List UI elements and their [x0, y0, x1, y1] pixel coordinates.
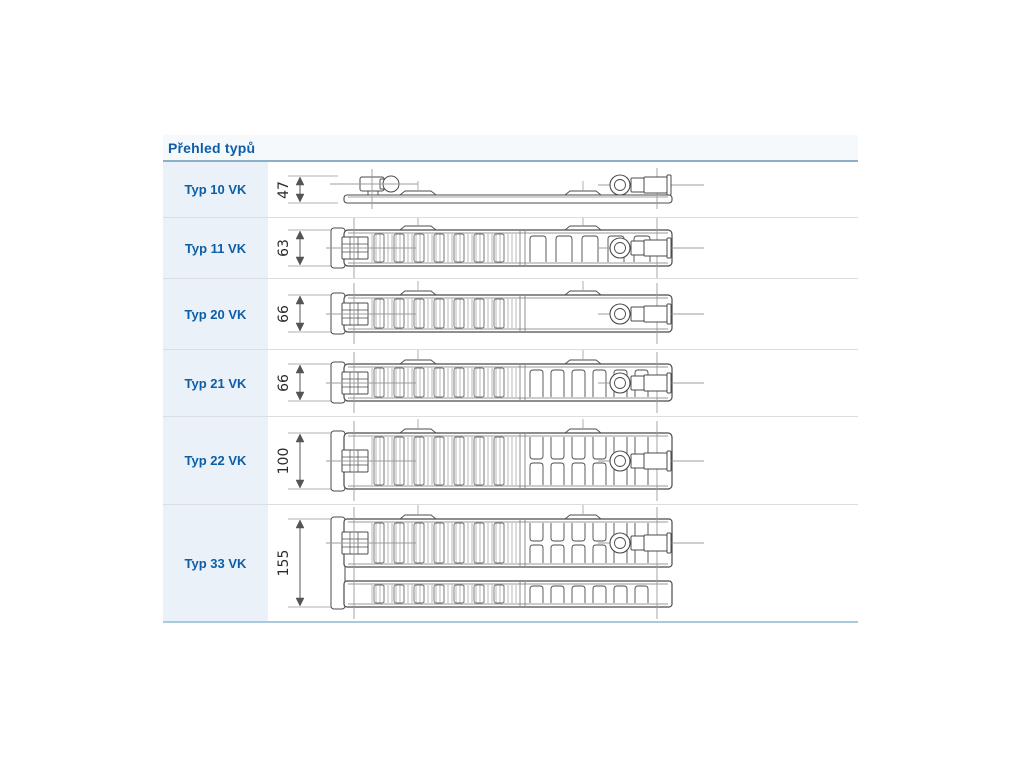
svg-text:66: 66: [276, 374, 292, 392]
svg-text:66: 66: [276, 305, 292, 323]
type-label-22: Typ 22 VK: [163, 417, 268, 504]
svg-text:47: 47: [276, 181, 292, 199]
radiator-cross-section-drawing-11: [268, 218, 858, 278]
radiator-drawing-svg: [268, 218, 858, 278]
type-label-20: Typ 20 VK: [163, 279, 268, 349]
type-label-10: Typ 10 VK: [163, 162, 268, 217]
section-title: Přehled typů: [168, 139, 256, 156]
type-row-33: [163, 504, 858, 621]
radiator-cross-section-drawing-20: [268, 279, 858, 349]
svg-text:100: 100: [276, 447, 292, 475]
type-label-21: Typ 21 VK: [163, 350, 268, 416]
type-row-22: [163, 416, 858, 504]
radiator-drawing-svg: [268, 162, 858, 217]
radiator-cross-section-drawing-21: [268, 350, 858, 416]
type-table: [163, 162, 858, 623]
section-header: [163, 135, 858, 162]
type-row-20: [163, 278, 858, 349]
radiator-drawing-svg: [268, 279, 858, 349]
svg-text:155: 155: [276, 549, 292, 577]
type-label-33: Typ 33 VK: [163, 505, 268, 621]
svg-text:63: 63: [276, 239, 292, 257]
radiator-cross-section-drawing-33: [268, 505, 858, 621]
radiator-cross-section-drawing-10: [268, 162, 858, 217]
type-row-21: [163, 349, 858, 416]
radiator-drawing-svg: [268, 417, 858, 504]
type-overview-panel: [163, 135, 858, 623]
type-row-10: [163, 162, 858, 217]
radiator-drawing-svg: [268, 505, 858, 621]
type-label-11: Typ 11 VK: [163, 218, 268, 278]
radiator-cross-section-drawing-22: [268, 417, 858, 504]
type-row-11: [163, 217, 858, 278]
radiator-drawing-svg: [268, 350, 858, 416]
